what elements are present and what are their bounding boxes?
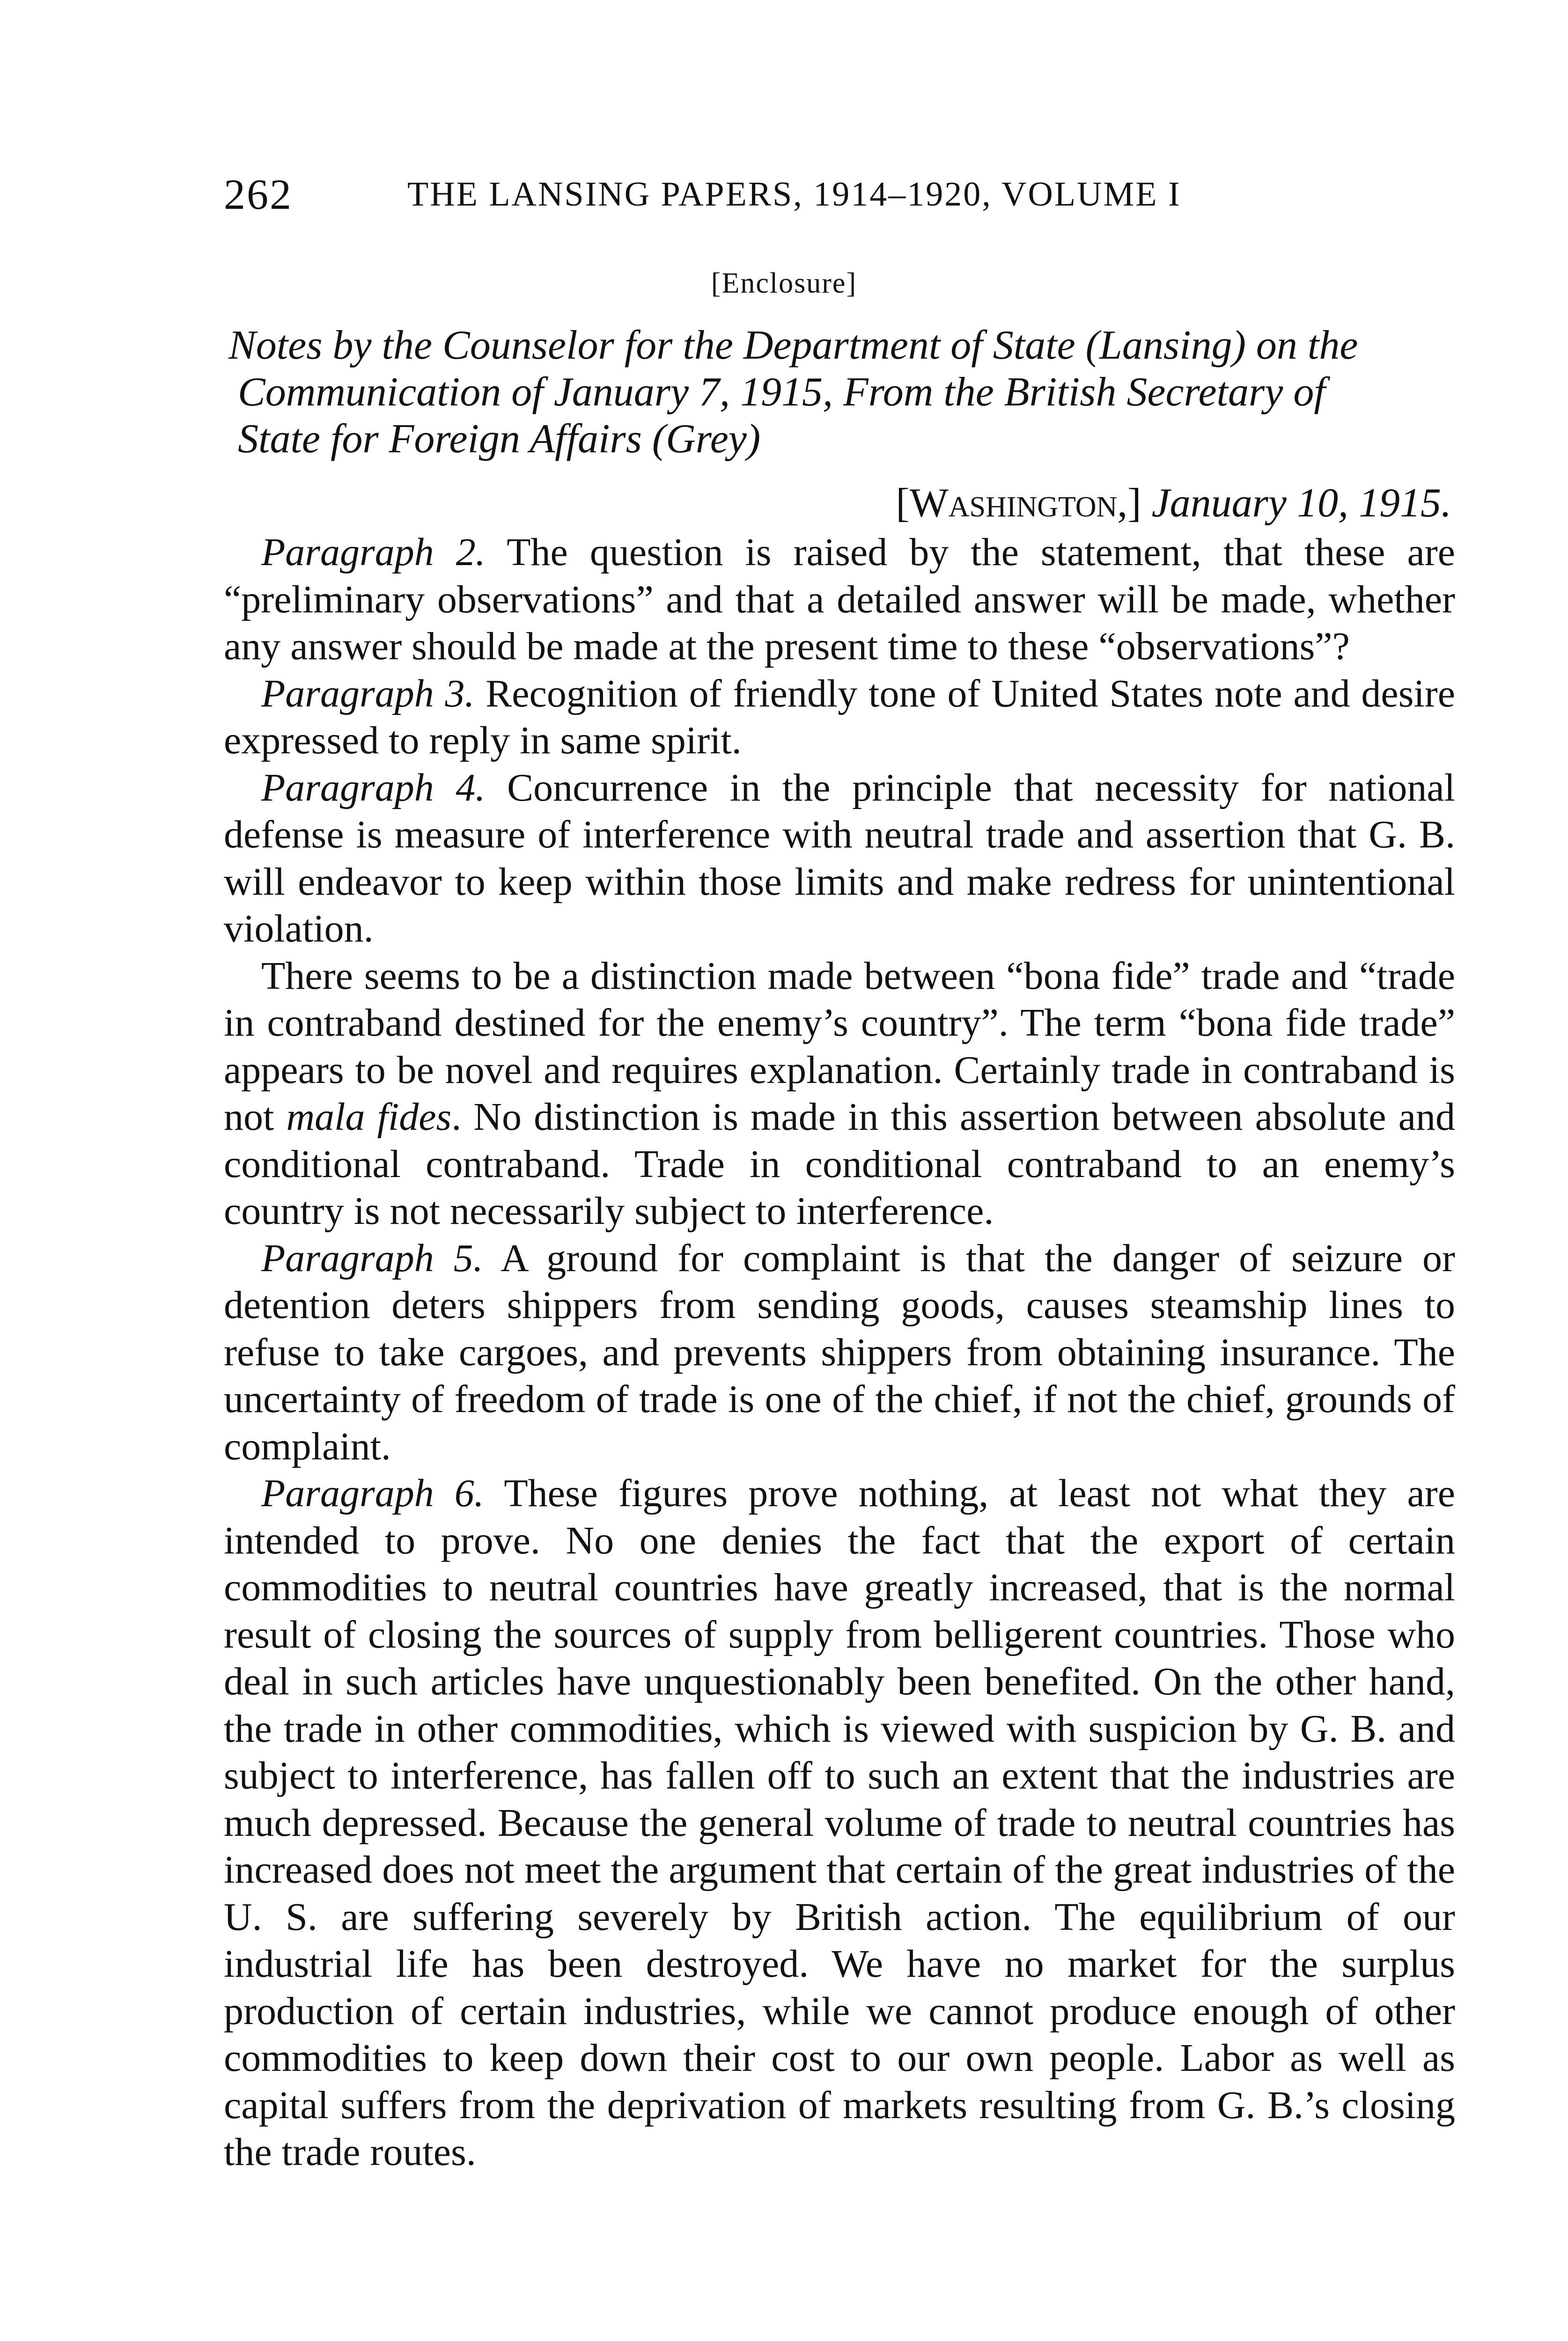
- paragraph-text: These figures prove nothing, at least not what they are intended to prove. No one denies the fact that the export of certain commodities to neutral countries have greatly increased, that is the normal result of closing the sources of supply from belligerent countries. Those who deal in such articles have unquestionably been benefited. On the other hand, the trade in other commodities, which is viewed with suspicion by G. B. and subject to interference, has fallen off to such an extent that the industries are much depressed. Because the general volume of trade to neutral countries has increased does not meet the argument that certain of the great industries of the U. S. are suffering severely by British action. The equilibrium of our industrial life has been destroyed. We have no market for the surplus production of certain industries, while we cannot produce enough of other commodities to keep down their cost to our own people. Labor as well as capital suffers from the deprivation of markets resulting from G. B.’s closing the trade routes.: [224, 1472, 1455, 2174]
- paragraph-label: Paragraph 3.: [261, 671, 475, 715]
- paragraph-label: Paragraph 5.: [261, 1236, 483, 1280]
- paragraph-text: There seems to be a distinction made between “bona fide” trade and “trade in contraband destined for the enemy’s country”. The term “bona fide trade” appears to be novel and requires explanation. Certainly trade in contraband is not: [224, 954, 1455, 1139]
- dateline-place: [Washington,]: [896, 480, 1141, 526]
- dateline: [777, 480, 1451, 527]
- paragraph-text: The question is raised by the statement, that these are “preliminary observations” and that a detailed answer will be made, whether any answer should be made at the present time to these “observations”?: [224, 530, 1455, 668]
- dateline-date: January 10, 1915.: [1151, 480, 1451, 526]
- document-title: [228, 322, 1455, 463]
- paragraph-4: [224, 765, 1455, 953]
- title-line-1: Notes by the Counselor for the Department of State (Lansing) on the: [228, 323, 1358, 368]
- title-line-2: Communication of January 7, 1915, From the British Secretary of: [238, 369, 1325, 415]
- title-line-3: State for Foreign Affairs (Grey): [238, 416, 761, 462]
- paragraph-label: Paragraph 6.: [261, 1472, 484, 1515]
- page-number: 262: [224, 170, 293, 218]
- paragraph-text: A ground for complaint is that the danger of seizure or detention deters shippers from sending goods, causes steamship lines to refuse to take cargoes, and prevents shippers from obtaining insurance. The uncertainty of freedom of trade is one of the chief, if not the chief, grounds of complaint.: [224, 1236, 1455, 1468]
- paragraph-text: . No distinction is made in this assertion between absolute and conditional contraband. Trade in conditional contraband to an enemy’s country is not necessarily subject to interference.: [224, 1095, 1455, 1233]
- page-header: [224, 166, 1338, 222]
- body-text: [224, 529, 1455, 2176]
- enclosure-label: [Enclosure]: [711, 267, 857, 299]
- paragraph-2: [224, 529, 1455, 670]
- paragraph-bona-fide: [224, 953, 1455, 1235]
- italic-phrase: mala fides: [286, 1095, 452, 1139]
- paragraph-3: [224, 670, 1455, 765]
- paragraph-6: [224, 1470, 1455, 2176]
- paragraph-label: Paragraph 2.: [261, 530, 486, 574]
- paragraph-label: Paragraph 4.: [261, 766, 486, 810]
- paragraph-text: Concurrence in the principle that necessity for national defense is measure of interference with neutral trade and assertion that G. B. will endeavor to keep within those limits and make redress for unintentional violation.: [224, 766, 1455, 950]
- running-head: THE LANSING PAPERS, 1914–1920, VOLUME I: [407, 175, 1181, 213]
- paragraph-5: [224, 1235, 1455, 1471]
- paragraph-text: Recognition of friendly tone of United States note and desire expressed to reply in same spirit.: [224, 671, 1455, 762]
